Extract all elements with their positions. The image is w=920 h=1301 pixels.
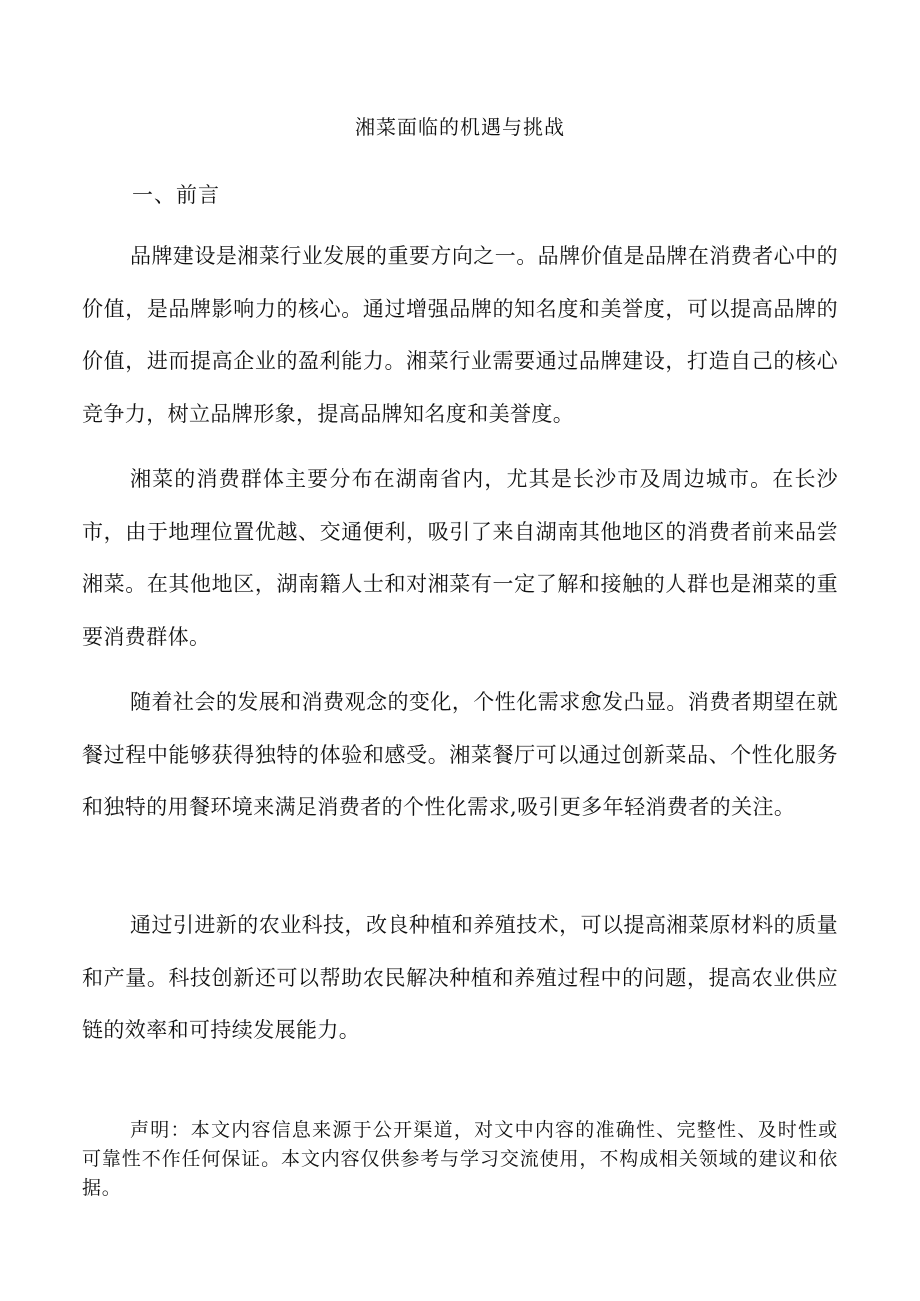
paragraph-consumer-groups: 湘菜的消费群体主要分布在湖南省内，尤其是长沙市及周边城市。在长沙市，由于地理位置优越、交通便利，吸引了来自湖南其他地区的消费者前来品尝湘菜。在其他地区，湖南籍人士和对湘菜有一定了解和接触的人群也是湘菜的重要消费群体。 [82, 467, 838, 649]
paragraph-personalized-demand: 随着社会的发展和消费观念的变化，个性化需求愈发凸显。消费者期望在就餐过程中能够获得独特的体验和感受。湘菜餐厅可以通过创新菜品、个性化服务和独特的用餐环境来满足消费者的个性化需求,吸引更多年轻消费者的关注。 [82, 690, 838, 819]
paragraph-agri-technology: 通过引进新的农业科技，改良种植和养殖技术，可以提高湘菜原材料的质量和产量。科技创新还可以帮助农民解决种植和养殖过程中的问题，提高农业供应链的效率和可持续发展能力。 [82, 913, 838, 1042]
disclaimer-notice: 声明：本文内容信息来源于公开渠道，对文中内容的准确性、完整性、及时性或可靠性不作任何保证。本文内容仅供参考与学习交流使用，不构成相关领域的建议和依据。 [82, 1119, 838, 1199]
paragraph-brand-building: 品牌建设是湘菜行业发展的重要方向之一。品牌价值是品牌在消费者心中的价值，是品牌影响力的核心。通过增强品牌的知名度和美誉度，可以提高品牌的价值，进而提高企业的盈利能力。湘菜行业需要通过品牌建设，打造自己的核心竞争力，树立品牌形象，提高品牌知名度和美誉度。 [82, 244, 838, 426]
section-heading: 一、前言 [132, 183, 220, 207]
document-title: 湘菜面临的机遇与挑战 [355, 115, 565, 139]
